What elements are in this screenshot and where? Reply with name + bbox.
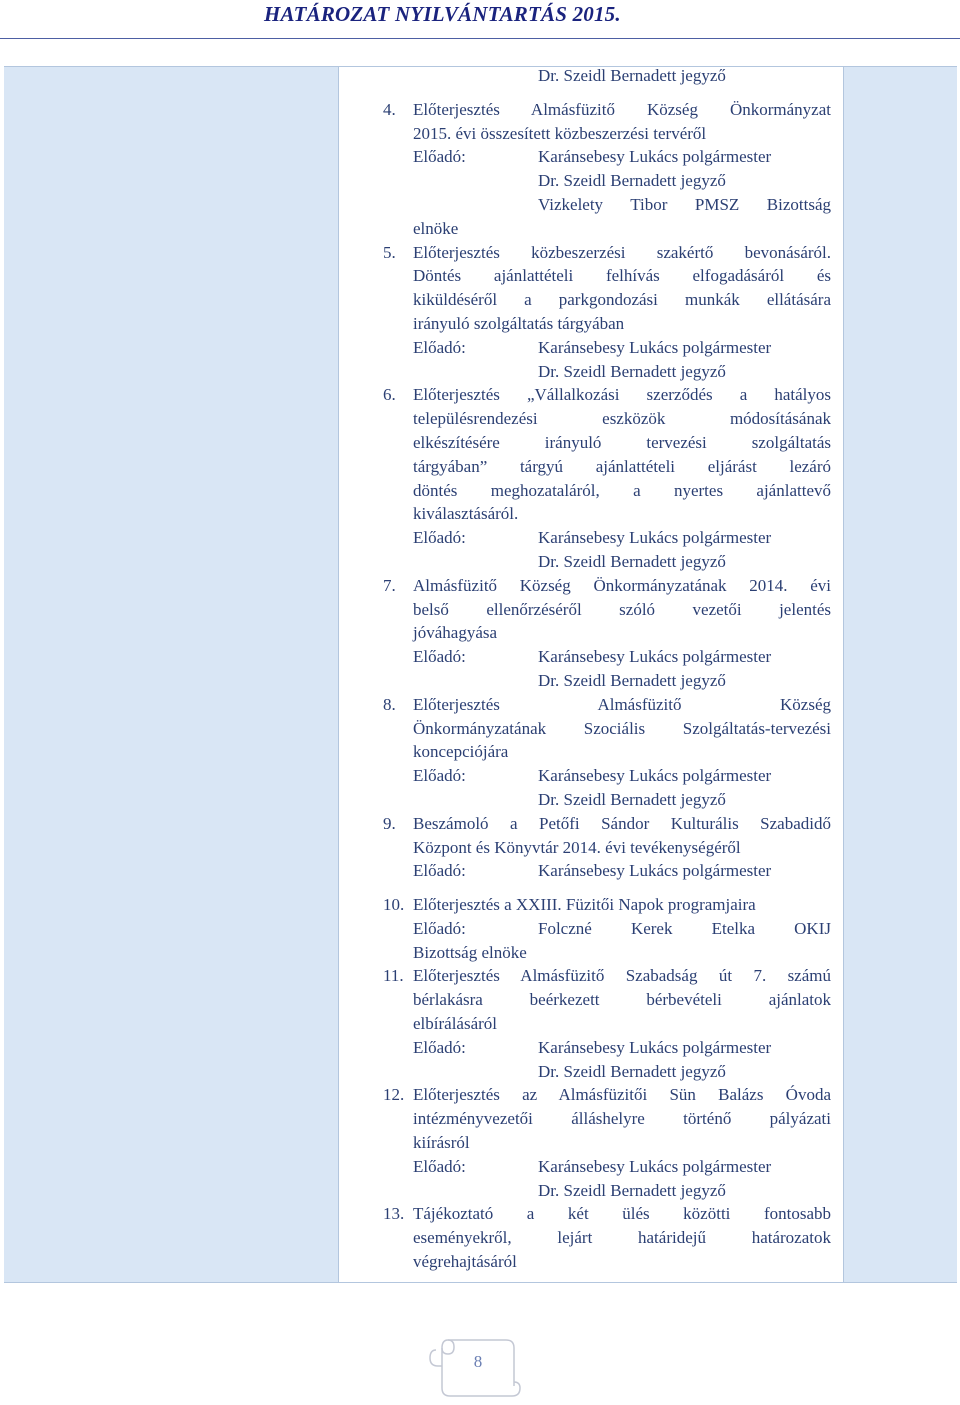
agenda-item: [383, 812, 831, 860]
agenda-item-text: [413, 1083, 831, 1154]
presenter-name: Karánsebesy Lukács polgármester: [538, 337, 772, 357]
presenter-label: Előadó:: [413, 528, 466, 548]
agenda-item-number: 11.: [383, 966, 404, 986]
agenda-item: [383, 893, 831, 917]
presenter-name: Dr. Szeidl Bernadett jegyző: [538, 670, 726, 690]
table-right-column: [843, 66, 957, 1283]
presenter-row: [413, 526, 831, 550]
presenter-title: elnöke: [413, 218, 459, 238]
agenda-item-line: Előterjesztés az Almásfüzitői Sün Balázs Óvoda: [413, 1085, 831, 1105]
agenda-item-line: elbírálásáról: [413, 1014, 498, 1034]
agenda-item-line: irányuló szolgáltatás tárgyában: [413, 313, 625, 333]
agenda-item-text: [413, 241, 831, 336]
agenda-item-line: eseményekről, lejárt határidejű határozatok: [413, 1228, 831, 1248]
presenter-row: [413, 1036, 831, 1060]
agenda-item: [383, 693, 831, 764]
presenter-name: Dr. Szeidl Bernadett jegyző: [538, 551, 726, 571]
agenda-item-line: tárgyában” tárgyú ajánlattételi eljárást lezáró: [413, 456, 831, 476]
agenda-item-number: 9.: [383, 813, 396, 833]
agenda-item-line: Előterjesztés Almásfüzitő Szabadság út 7. számú: [413, 966, 831, 986]
presenter-name: Dr. Szeidl Bernadett jegyző: [538, 1061, 726, 1081]
presenter-row: [413, 1155, 831, 1179]
page-number-scroll: [428, 1330, 528, 1400]
agenda-item: [383, 1202, 831, 1273]
presenter-label: Előadó:: [413, 337, 466, 357]
agenda-item: [383, 964, 831, 1035]
agenda-item-line: 2015. évi összesített közbeszerzési tervéről: [413, 123, 707, 143]
agenda-item-line: Előterjesztés közbeszerzési szakértő bevonásáról.: [413, 242, 831, 262]
agenda-item-text: [413, 574, 831, 645]
agenda-item-line: Előterjesztés „Vállalkozási szerződés a hatályos: [413, 385, 831, 405]
presenter-row: [413, 217, 831, 241]
table-divider: [843, 66, 844, 1283]
agenda-item-line: kiírásról: [413, 1133, 470, 1153]
agenda-item-line: bérlakásra beérkezett bérbevételi ajánlatok: [413, 990, 831, 1010]
presenter-row: [413, 764, 831, 788]
agenda-item-text: [413, 383, 831, 526]
agenda-item-line: intézményvezetői álláshelyre történő pályázati: [413, 1109, 831, 1129]
agenda-item-number: 12.: [383, 1085, 405, 1105]
agenda-item-line: kiküldéséről a parkgondozási munkák ellátására: [413, 290, 831, 310]
presenter-row: [413, 1179, 831, 1203]
page-number: 8: [473, 1352, 483, 1371]
agenda-item-text: [413, 98, 831, 146]
presenter-row: [413, 859, 831, 883]
agenda-items: [383, 98, 831, 1274]
presenter-name: Dr. Szeidl Bernadett jegyző: [538, 171, 726, 191]
spacer: [383, 88, 831, 98]
agenda-item-number: 7.: [383, 575, 396, 595]
presenter-row: [413, 917, 831, 941]
presenter-name: Karánsebesy Lukács polgármester: [538, 766, 772, 786]
presenter-name: Dr. Szeidl Bernadett jegyző: [538, 1180, 726, 1200]
presenter-name: Vizkelety Tibor PMSZ Bizottság: [538, 194, 831, 214]
agenda-item-line: jóváhagyása: [413, 623, 498, 643]
agenda-item-line: Előterjesztés a XXIII. Füzitői Napok programjaira: [413, 895, 756, 915]
agenda-item-number: 4.: [383, 99, 396, 119]
agenda-item-line: Almásfüzitő Község Önkormányzatának 2014. évi: [413, 575, 831, 595]
agenda-item-number: 8.: [383, 694, 396, 714]
table-bottom-border: [4, 1282, 957, 1283]
table-left-column: [4, 66, 338, 1283]
presenter-row: [413, 669, 831, 693]
presenter-row: [413, 145, 831, 169]
presenter-row: [413, 360, 831, 384]
presenter-row: [413, 169, 831, 193]
presenter-name: Karánsebesy Lukács polgármester: [538, 528, 772, 548]
presenter-name: Karánsebesy Lukács polgármester: [538, 647, 772, 667]
presenter-row: [413, 193, 831, 217]
agenda-item-line: elkészítésére irányuló tervezési szolgáltatás: [413, 432, 831, 452]
presenter-label: Előadó:: [413, 766, 466, 786]
document-title: HATÁROZAT NYILVÁNTARTÁS 2015.: [264, 2, 621, 26]
agenda-item-number: 10.: [383, 895, 405, 915]
agenda-item-line: végrehajtásáról: [413, 1252, 517, 1272]
agenda-item-text: [413, 964, 831, 1035]
presenter-name: Karánsebesy Lukács polgármester: [538, 1037, 772, 1057]
agenda-item-line: Előterjesztés Almásfüzitő Község Önkormányzat: [413, 99, 831, 119]
agenda-item-line: koncepciójára: [413, 742, 509, 762]
presenter-row: [413, 550, 831, 574]
presenter-name: Dr. Szeidl Bernadett jegyző: [538, 361, 726, 381]
presenter-name: Karánsebesy Lukács polgármester: [538, 147, 772, 167]
agenda-item-line: Tájékoztató a két ülés közötti fontosabb: [413, 1204, 831, 1224]
agenda-item-line: településrendezési eszközök módosításának: [413, 409, 831, 429]
page-header: [0, 0, 960, 40]
presenter-name: Karánsebesy Lukács polgármester: [538, 1156, 772, 1176]
presenter-name: Karánsebesy Lukács polgármester: [538, 861, 772, 881]
presenter-row: [413, 336, 831, 360]
agenda-item-line: Önkormányzatának Szociális Szolgáltatás-tervezési: [413, 718, 831, 738]
header-rule: [0, 38, 960, 39]
agenda-item-line: Döntés ajánlattételi felhívás elfogadásáról és: [413, 266, 831, 286]
presenter-row: [413, 1060, 831, 1084]
agenda-item: [383, 98, 831, 146]
spacer: [383, 883, 831, 893]
presenter-label: Előadó:: [413, 147, 466, 167]
agenda-item: [383, 241, 831, 336]
agenda-item-line: döntés meghozataláról, a nyertes ajánlattevő: [413, 480, 831, 500]
agenda-item: [383, 1083, 831, 1154]
presenter-label: Előadó:: [413, 647, 466, 667]
agenda-item-text: [413, 893, 831, 917]
presenter-row: [413, 645, 831, 669]
presenter-title: Bizottság elnöke: [413, 942, 527, 962]
agenda-list: [383, 64, 831, 1274]
presenter-label: Előadó:: [413, 918, 466, 938]
agenda-item-text: [413, 693, 831, 764]
presenter-label: Előadó:: [413, 861, 466, 881]
agenda-item-line: Központ és Könyvtár 2014. évi tevékenységéről: [413, 837, 741, 857]
presenter-label: Előadó:: [413, 1156, 466, 1176]
agenda-item-line: Előterjesztés Almásfüzitő Község: [413, 694, 831, 714]
agenda-item-line: kiválasztásáról.: [413, 504, 519, 524]
presenter-name: Dr. Szeidl Bernadett jegyző: [538, 66, 726, 85]
presenter-label: Előadó:: [413, 1037, 466, 1057]
table-divider: [338, 66, 339, 1283]
agenda-item-line: Beszámoló a Petőfi Sándor Kulturális Szabadidő: [413, 813, 831, 833]
presenter-row: [413, 64, 831, 88]
presenter-row: [413, 788, 831, 812]
agenda-item-text: [413, 1202, 831, 1273]
presenter-name: Folczné Kerek Etelka OKIJ: [538, 918, 831, 938]
agenda-item-number: 6.: [383, 385, 396, 405]
agenda-item-number: 13.: [383, 1204, 405, 1224]
agenda-item: [383, 574, 831, 645]
agenda-item-text: [413, 812, 831, 860]
agenda-item-line: belső ellenőrzéséről szóló vezetői jelentés: [413, 599, 831, 619]
agenda-item-number: 5.: [383, 242, 396, 262]
agenda-item: [383, 383, 831, 526]
presenter-row: [413, 941, 831, 965]
presenter-name: Dr. Szeidl Bernadett jegyző: [538, 789, 726, 809]
